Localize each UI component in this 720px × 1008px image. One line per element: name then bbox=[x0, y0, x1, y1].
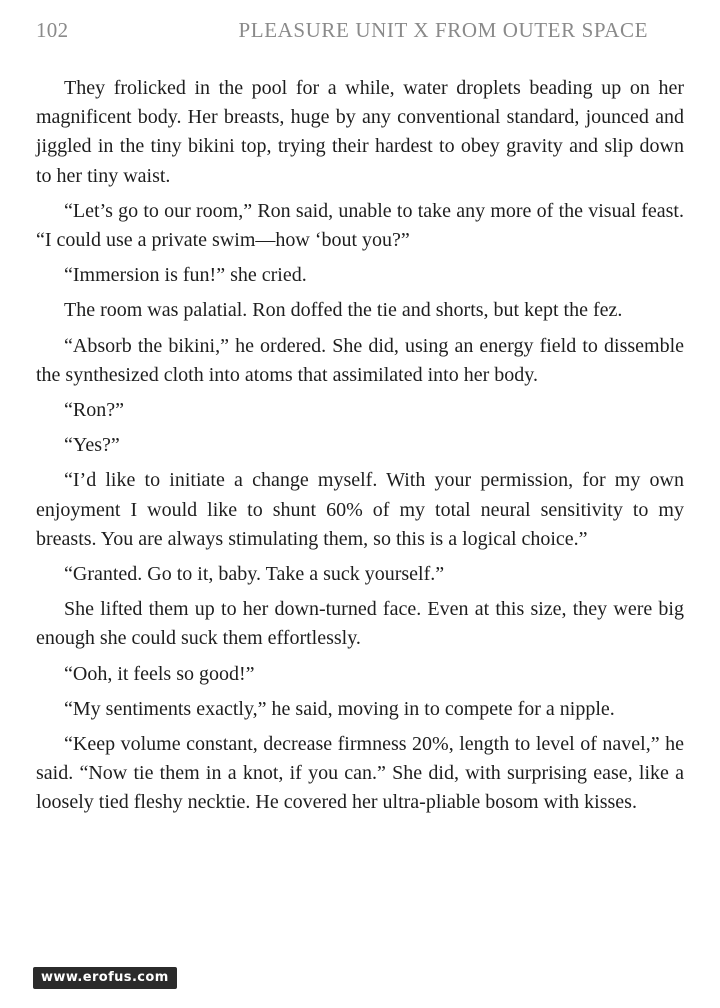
paragraph: She lifted them up to her down-turned face. Even at this size, they were big enough she could suck them effortlessly. bbox=[36, 598, 684, 650]
paragraph: “Immersion is fun!” she cried. bbox=[64, 264, 307, 287]
paragraph: “Granted. Go to it, baby. Take a suck yourself.” bbox=[64, 563, 445, 586]
paragraph: “Keep volume constant, decrease firmness 20%, length to level of navel,” he said. “Now tie them in a knot, if you can.” She did, with surprising ease, like a loosely tied fleshy necktie. He covered her ultra-pliable bosom with kisses. bbox=[36, 733, 684, 814]
paragraph: “Ooh, it feels so good!” bbox=[64, 662, 255, 685]
page-number: 102 bbox=[36, 18, 69, 42]
running-head bbox=[36, 18, 684, 48]
paragraph: The room was palatial. Ron doffed the tie and shorts, but kept the fez. bbox=[64, 299, 623, 322]
watermark: www.erofus.com bbox=[33, 967, 177, 989]
paragraph: “Absorb the bikini,” he ordered. She did, using an energy field to dissemble the synthesized cloth into atoms that assimilated into her body. bbox=[36, 334, 684, 386]
body-text bbox=[36, 74, 684, 824]
paragraph: “Ron?” bbox=[64, 399, 124, 422]
book-title: PLEASURE UNIT X FROM OUTER SPACE bbox=[238, 18, 648, 42]
paragraph: “I’d like to initiate a change myself. With your permission, for my own enjoyment I would like to shunt 60% of my total neural sensitivity to my breasts. You are always stimulating them, so this is a logical choice.” bbox=[36, 469, 684, 550]
paragraph: “Let’s go to our room,” Ron said, unable to take any more of the visual feast. “I could use a private swim—how ‘bout you?” bbox=[36, 199, 684, 252]
paragraph: “My sentiments exactly,” he said, moving in to compete for a nipple. bbox=[64, 697, 615, 720]
paragraph: They frolicked in the pool for a while, water droplets beading up on her magnificent body. Her breasts, huge by any conventional standard, jounced and jiggled in the tiny bikini top, trying their hardest to obey gravity and slip down to her tiny waist. bbox=[36, 77, 684, 187]
paragraph: “Yes?” bbox=[64, 434, 120, 457]
